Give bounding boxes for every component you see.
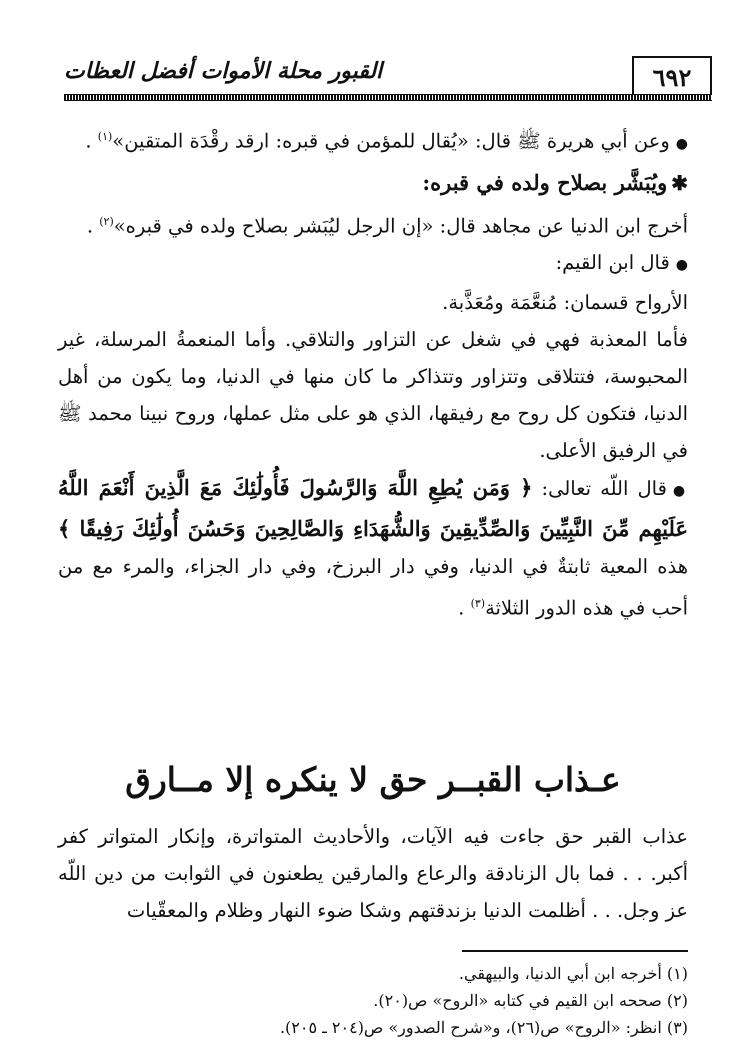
subheading bbox=[58, 163, 688, 203]
page-number: ٦٩٢ bbox=[632, 56, 712, 96]
asterisk-icon: ✱ bbox=[671, 170, 688, 195]
footnote-3: (٣) انظر: «الروح» ص(٢٦)، و«شرح الصدور» ص(٢٠٤ ـ ٢٠٥). bbox=[279, 1018, 688, 1037]
quran-verse: ﴿ وَمَن يُطِعِ اللَّهَ وَالرَّسُولَ فَأُولَٰئِكَ مَعَ الَّذِينَ أَنْعَمَ اللَّهُ عَلَيْهِم مِّنَ النَّبِيِّينَ وَالصِّدِّيقِينَ وَالشُّهَدَاءِ وَالصَّالِحِينَ وَحَسُنَ أُولَٰئِكَ رَفِيقًا ﴾ bbox=[58, 475, 688, 541]
paragraph-verse bbox=[58, 469, 688, 627]
paragraph-end: . bbox=[458, 596, 471, 620]
paragraph-abu-huraira bbox=[58, 118, 688, 163]
paragraph-end: . bbox=[86, 214, 100, 237]
footnote-1: (١) أخرجه ابن أبي الدنيا، والبيهقي. bbox=[458, 964, 688, 983]
section-title: عـذاب القبــر حق لا ينكره إلا مــارق bbox=[125, 760, 621, 799]
subheading-text: ويُبَشَّر بصلاح ولده في قبره: bbox=[422, 169, 668, 195]
paragraph-text: عذاب القبر حق جاءت فيه الآيات، والأحاديث المتواترة، وإنكار المتواتر كفر أكبر. . . فما بال الزنادقة والرعاع والمارقين يطعنون في الثوابت من دين اللّه عز وجل. . . أظلمت الدنيا بزندقتهم وشكا ضوء النهار وظلام والمعقّيات bbox=[58, 825, 688, 922]
paragraph-text: هذه المعية ثابتةٌ في الدنيا، وفي دار البرزخ، وفي دار الجزاء، والمرء مع من أحب في هذه الدور الثلاثة bbox=[58, 555, 688, 620]
paragraph-souls bbox=[58, 284, 688, 321]
footnote-ref: (١) bbox=[97, 130, 113, 143]
footnotes bbox=[58, 960, 688, 1041]
paragraph-text: الأرواح قسمان: مُنعَّمَة ومُعَذَّبة. bbox=[442, 291, 688, 314]
running-title: القبور محلة الأموات أفضل العظات bbox=[64, 58, 383, 84]
bullet-icon: ● bbox=[672, 483, 689, 499]
paragraph-text: وعن أبي هريرة ﷺ قال: «يُقال للمؤمن في قبره: ارقد رقْدَة المتقين» bbox=[112, 129, 670, 153]
footnote-ref: (٣) bbox=[470, 597, 486, 610]
paragraph-text: أخرج ابن الدنيا عن مجاهد قال: «إن الرجل ليُبَشر بصلاح ولده في قبره» bbox=[113, 214, 688, 237]
main-text bbox=[58, 118, 688, 627]
bullet-icon: ● bbox=[675, 257, 688, 273]
paragraph-tormented bbox=[58, 321, 688, 469]
page-header bbox=[64, 52, 712, 102]
paragraph-text: قال اللّه تعالى: bbox=[532, 477, 667, 500]
footnote-ref: (٢) bbox=[99, 214, 114, 228]
paragraph-grave-punishment bbox=[58, 818, 688, 929]
paragraph-text: قال ابن القيم: bbox=[555, 251, 670, 274]
header-rule bbox=[64, 94, 712, 101]
paragraph-mujahid bbox=[58, 203, 688, 245]
footnote-2: (٢) صححه ابن القيم في كتابه «الروح» ص(٢٠). bbox=[373, 991, 688, 1010]
bullet-icon: ● bbox=[675, 135, 688, 152]
paragraph-text: فأما المعذبة فهي في شغل عن التزاور والتلاقي. وأما المنعمةُ المرسلة، غير المحبوسة، فتتلاقى وتتزاور وتتذاكر ما كان منها في الدنيا، وما يكون من أهل الدنيا، فتكون كل روح مع رفيقها، الذي هو على مثل عملها، وروح نبينا محمد ﷺ في الرفيق الأعلى. bbox=[58, 328, 688, 462]
paragraph-end: . bbox=[85, 129, 98, 153]
footnote-divider bbox=[462, 950, 688, 952]
paragraph-ibn-qayyim bbox=[58, 244, 688, 284]
section-text bbox=[58, 818, 688, 929]
